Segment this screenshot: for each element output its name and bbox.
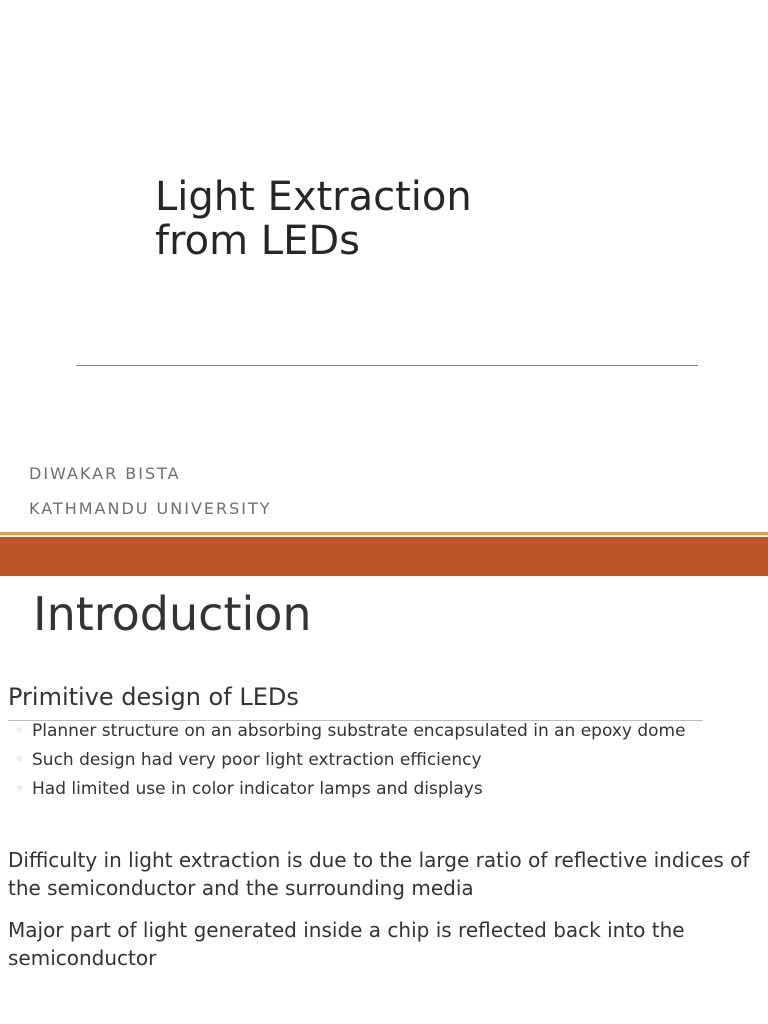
list-item-text: Such design had very poor light extraction efficiency <box>32 750 482 770</box>
slide-title <box>155 175 472 263</box>
list-item-text: Had limited use in color indicator lamps and displays <box>32 779 483 799</box>
title-divider <box>76 365 698 366</box>
slide-title-line-1: Light Extraction <box>155 174 472 220</box>
bullet-circle-icon: ◦ <box>16 781 24 795</box>
list-item <box>16 716 686 745</box>
bullet-circle-icon: ◦ <box>16 723 24 737</box>
bullet-circle-icon: ◦ <box>16 752 24 766</box>
introduction-slide <box>0 532 768 1024</box>
list-item <box>16 745 686 774</box>
list-item-text: Planner structure on an absorbing substrate encapsulated in an epoxy dome <box>32 721 686 741</box>
accent-band-thin <box>0 532 768 535</box>
body-paragraph: Major part of light generated inside a chip is reflected back into the semiconductor <box>8 918 685 970</box>
sub-heading: Primitive design of LEDs <box>8 683 299 711</box>
accent-band-thick <box>0 537 768 576</box>
slide-title-line-2: from LEDs <box>155 218 360 264</box>
bullet-list <box>16 716 686 803</box>
body-paragraph: Difficulty in light extraction is due to the large ratio of reflective indices of the semiconductor and the surrounding media <box>8 848 750 900</box>
list-item <box>16 774 686 803</box>
author-name: DIWAKAR BISTA <box>29 464 181 483</box>
slide-title: Introduction <box>33 587 312 641</box>
university-name: KATHMANDU UNIVERSITY <box>29 499 272 518</box>
